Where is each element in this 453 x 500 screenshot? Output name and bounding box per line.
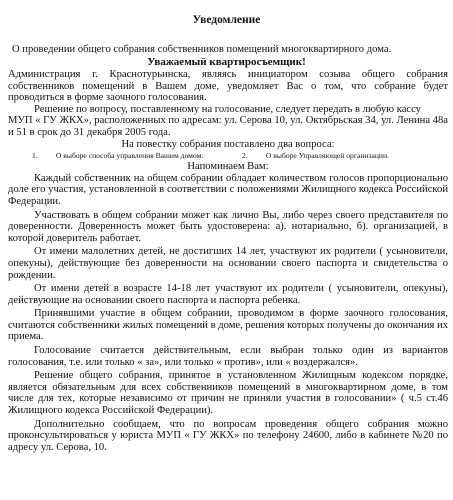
paragraph-contact: Дополнительно сообщаем, что по вопросам проведения общего собрания можно проконсультироваться у юриста МУП « ГУ ЖКХ» по телефону 24600, либо в кабинете №20 по адресу ул. Серова, 10.	[8, 418, 448, 453]
paragraph-submit: Решение по вопросу, поставленному на голосование, следует передать в любую кассу	[34, 103, 421, 115]
document-title: Уведомление	[192, 14, 261, 26]
agenda-list	[8, 150, 448, 161]
paragraph-minors: От имени малолетних детей, не достигших 14 лет, участвуют их родители ( усыновители, опекуны), действующие без доверенности на основании своего паспорта и свидетельства о рождении.	[8, 246, 448, 281]
agenda-item	[242, 150, 389, 161]
agenda-item	[32, 150, 242, 161]
paragraph-votes: Каждый собственник на общем собрании обладает количеством голосов пропорционально доле его участия, установленной в соответствии с положениями Жилищного кодекса Российской Федерации.	[8, 172, 448, 207]
agenda-item-number: 2.	[242, 151, 248, 161]
paragraph-binding: Решение общего собрания, принятое в установленном Жилищным кодексом порядке, является обязательным для всех собственников помещений в многоквартирном доме, в том числе для тех, которые независимо от причин не приняли участия в голосовании» ( ч.5 ст.46 Жилищного кодекса Российской Федерации).	[8, 370, 448, 417]
document-subject: О проведении общего собрания собственников помещений многоквартирного дома.	[12, 44, 392, 55]
paragraph-intro: Администрация г. Краснотурьинска, являясь инициатором созыва общего собрания собственников помещений в Вашем доме, уведомляет Вас о том, что собрание будет проводиться в форме заочного голосования.	[8, 69, 448, 104]
salutation: Уважаемый квартиросъемщик!	[147, 56, 306, 68]
agenda-heading: На повестку собрания поставлено два вопроса:	[121, 138, 335, 150]
paragraph-teens: От имени детей в возрасте 14-18 лет участвуют их родители ( усыновители, опекуны), действующие на основании своего паспорта и паспорта ребенка.	[8, 283, 448, 306]
paragraph-validity: Голосование считается действительным, если выбран только один из вариантов голосования, т.е. или только « за», или только « против», или « воздержался».	[8, 345, 448, 368]
paragraph-proxy: Участвовать в общем собрании может как лично Вы, либо через своего представителя по доверенности. Доверенность может быть удостоверена: а). нотариально, б). организацией, в которой доверитель работает.	[8, 209, 448, 244]
agenda-item-number: 1.	[32, 151, 38, 161]
agenda-item-text: О выборе Управляющей организации.	[265, 151, 389, 161]
paragraph-address: МУП « ГУ ЖКХ», расположенных по адресам: ул. Серова 10, ул. Октябрьская 34, ул. Ленина 48а и 51 в срок до 31 декабря 2005 года.	[8, 115, 448, 138]
document-body	[8, 69, 448, 453]
paragraph-participants: Принявшими участие в общем собрании, проводимом в форме заочного голосования, считаются собственники жилых помещений в доме, решения которых получены до окончания их приема.	[8, 308, 448, 343]
reminder-heading: Напоминаем Вам:	[187, 161, 269, 173]
agenda-item-text: О выборе способа управления Вашим домом.	[55, 151, 204, 161]
